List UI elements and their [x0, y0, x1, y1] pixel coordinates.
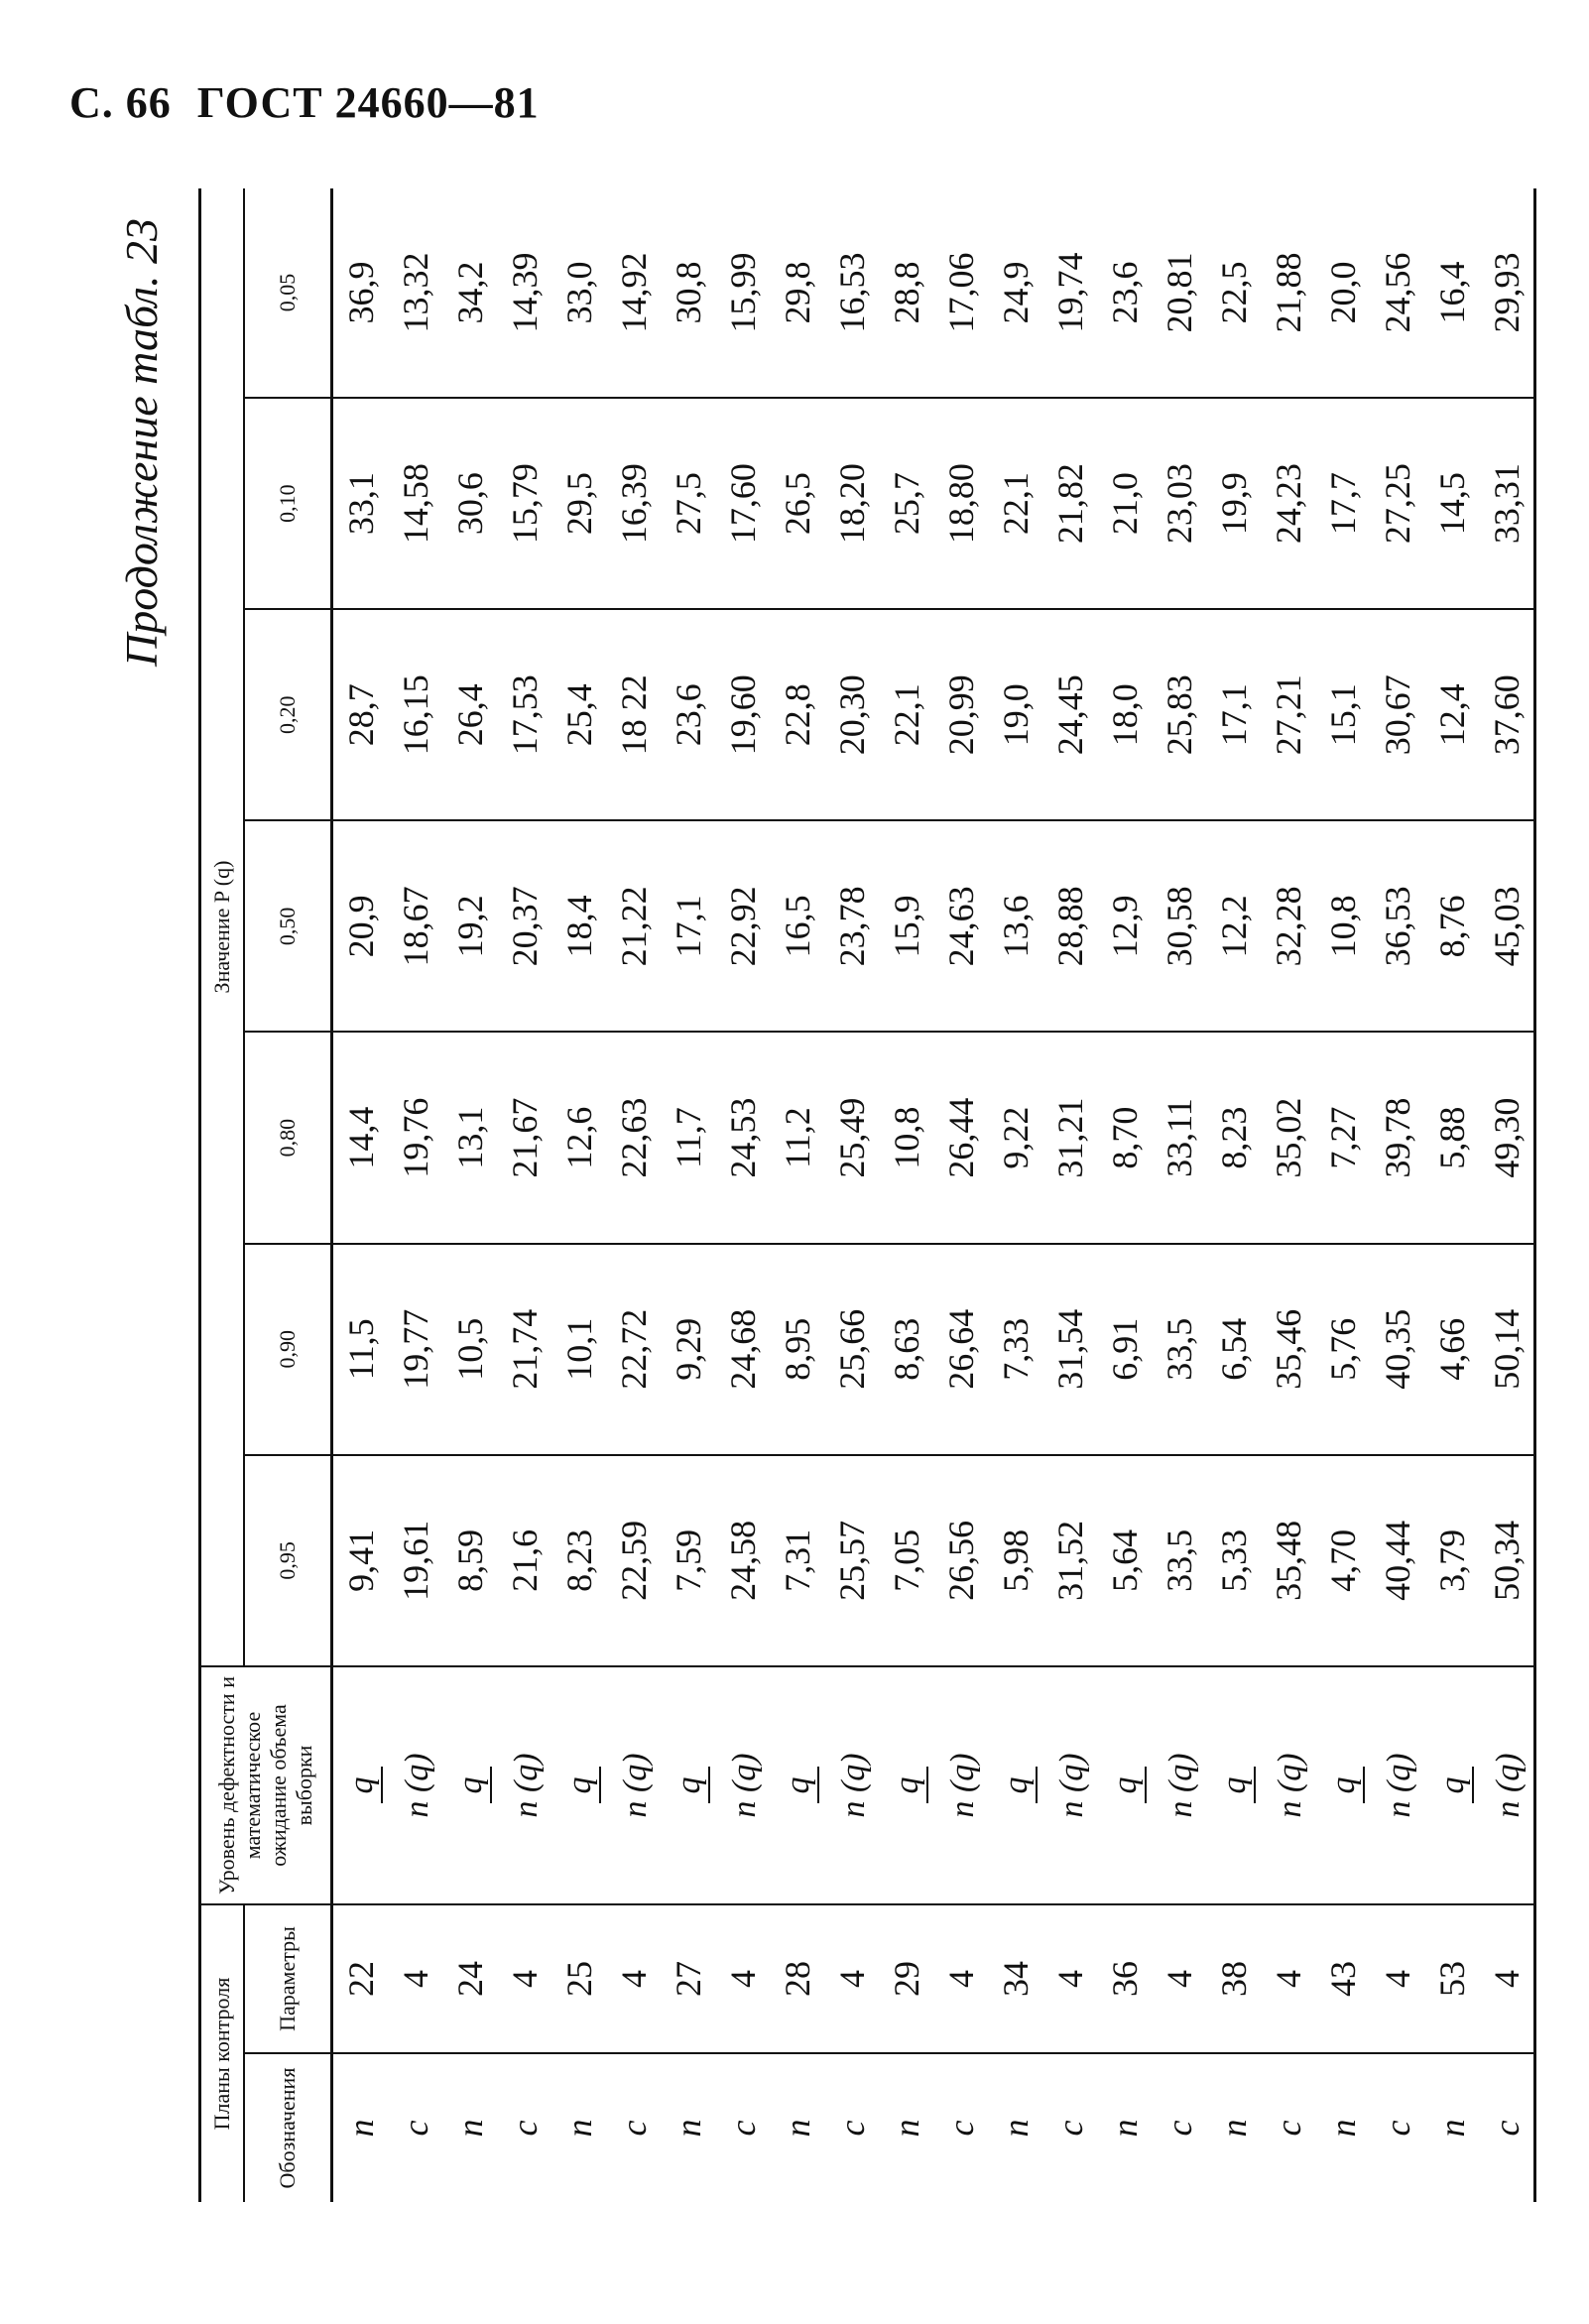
value-cell: 45,03 — [1479, 820, 1535, 1032]
value-cell: 8,23 — [1206, 1032, 1261, 1243]
value-cell: 22,1 — [988, 398, 1042, 609]
value-cell: 28,7 — [332, 609, 389, 820]
parameter-cell: 4 — [933, 1904, 988, 2053]
value-cell: 4,70 — [1315, 1455, 1370, 1666]
value-cell: 35,48 — [1261, 1455, 1315, 1666]
value-cell: 19,9 — [1206, 398, 1261, 609]
table-row — [551, 188, 606, 2202]
value-cell: 50,34 — [1479, 1455, 1535, 1666]
value-cell: 24,9 — [988, 188, 1042, 398]
parameter-cell: 36 — [1097, 1904, 1152, 2053]
designation-cell: c — [504, 2120, 545, 2137]
table-row — [1315, 188, 1370, 2202]
value-cell: 16,4 — [1424, 188, 1479, 398]
level-symbol: q — [1107, 1768, 1147, 1804]
value-cell: 26,56 — [933, 1455, 988, 1666]
value-cell: 19,60 — [715, 609, 770, 820]
value-cell: 14,5 — [1424, 398, 1479, 609]
value-cell: 25,4 — [551, 609, 606, 820]
value-cell: 33,5 — [1152, 1244, 1206, 1455]
level-cell — [661, 1666, 715, 1904]
level-symbol: q — [343, 1768, 383, 1804]
value-cell: 36,53 — [1370, 820, 1424, 1032]
parameter-cell: 4 — [1479, 1904, 1535, 2053]
value-cell: 26,4 — [442, 609, 497, 820]
value-cell: 22,72 — [606, 1244, 661, 1455]
value-cell: 12,4 — [1424, 609, 1479, 820]
parameter-cell: 4 — [497, 1904, 551, 2053]
value-cell: 40,35 — [1370, 1244, 1424, 1455]
table-row — [661, 188, 715, 2202]
designation-cell: c — [1159, 2120, 1199, 2137]
value-cell: 13,32 — [388, 188, 442, 398]
value-cell: 23,03 — [1152, 398, 1206, 609]
value-cell: 5,88 — [1424, 1032, 1479, 1243]
designation-cell: c — [831, 2120, 872, 2137]
value-cell: 8,59 — [442, 1455, 497, 1666]
value-cell: 33,0 — [551, 188, 606, 398]
level-cell — [442, 1666, 497, 1904]
value-cell: 18,67 — [388, 820, 442, 1032]
value-cell: 27,21 — [1261, 609, 1315, 820]
level-cell — [1097, 1666, 1152, 1904]
value-cell: 19,76 — [388, 1032, 442, 1243]
level-cell — [1479, 1666, 1535, 1904]
value-cell: 7,05 — [879, 1455, 933, 1666]
value-cell: 12,2 — [1206, 820, 1261, 1032]
value-cell: 40,44 — [1370, 1455, 1424, 1666]
value-cell: 30,8 — [661, 188, 715, 398]
level-symbol: n (q) — [943, 1753, 981, 1818]
value-cell: 25,49 — [824, 1032, 879, 1243]
designation-cell: n — [449, 2119, 490, 2138]
table-row — [1261, 188, 1315, 2202]
value-cell: 8,95 — [770, 1244, 824, 1455]
value-cell: 21,67 — [497, 1032, 551, 1243]
level-symbol: n (q) — [616, 1753, 654, 1818]
table-row — [824, 188, 879, 2202]
value-cell: 17,1 — [1206, 609, 1261, 820]
value-cell: 23,6 — [1097, 188, 1152, 398]
value-cell: 49,30 — [1479, 1032, 1535, 1243]
parameter-cell: 4 — [1152, 1904, 1206, 2053]
level-symbol: n (q) — [1052, 1753, 1090, 1818]
continuation-label: Продолжение табл. 23 — [116, 218, 167, 667]
level-symbol: q — [671, 1768, 710, 1804]
level-symbol: n (q) — [1271, 1753, 1308, 1818]
value-cell: 6,54 — [1206, 1244, 1261, 1455]
parameter-cell: 4 — [388, 1904, 442, 2053]
value-cell: 9,22 — [988, 1032, 1042, 1243]
p-header: 0,90 — [244, 1244, 332, 1455]
value-cell: 22,59 — [606, 1455, 661, 1666]
designation-cell: n — [1104, 2119, 1145, 2138]
value-cell: 13,6 — [988, 820, 1042, 1032]
value-cell: 16,5 — [770, 820, 824, 1032]
value-cell: 29,5 — [551, 398, 606, 609]
p-header: 0,50 — [244, 820, 332, 1032]
value-cell: 25,57 — [824, 1455, 879, 1666]
p-header: 0,05 — [244, 188, 332, 398]
value-cell: 21,82 — [1042, 398, 1097, 609]
value-cell: 15,99 — [715, 188, 770, 398]
value-cell: 18,4 — [551, 820, 606, 1032]
parameter-cell: 22 — [332, 1904, 389, 2053]
value-cell: 7,27 — [1315, 1032, 1370, 1243]
parameter-cell: 43 — [1315, 1904, 1370, 2053]
value-cell: 25,7 — [879, 398, 933, 609]
value-cell: 31,54 — [1042, 1244, 1097, 1455]
table-row — [1424, 188, 1479, 2202]
value-cell: 21,22 — [606, 820, 661, 1032]
value-cell: 24,56 — [1370, 188, 1424, 398]
value-cell: 17,53 — [497, 609, 551, 820]
value-cell: 9,41 — [332, 1455, 389, 1666]
value-cell: 5,76 — [1315, 1244, 1370, 1455]
level-cell — [770, 1666, 824, 1904]
table-row — [933, 188, 988, 2202]
level-cell — [1370, 1666, 1424, 1904]
value-cell: 33,1 — [332, 398, 389, 609]
value-cell: 10,8 — [879, 1032, 933, 1243]
level-symbol: q — [780, 1768, 819, 1804]
value-cell: 25,66 — [824, 1244, 879, 1455]
level-symbol: q — [452, 1768, 492, 1804]
level-symbol: q — [1216, 1768, 1256, 1804]
value-cell: 24,63 — [933, 820, 988, 1032]
level-cell — [1261, 1666, 1315, 1904]
value-cell: 12,9 — [1097, 820, 1152, 1032]
parameters-header: Параметры — [244, 1904, 332, 2053]
level-cell — [388, 1666, 442, 1904]
table-row — [715, 188, 770, 2202]
value-cell: 25,83 — [1152, 609, 1206, 820]
value-cell: 20,0 — [1315, 188, 1370, 398]
value-cell: 29,93 — [1479, 188, 1535, 398]
table-row — [770, 188, 824, 2202]
value-cell: 5,64 — [1097, 1455, 1152, 1666]
designation-cell: n — [1431, 2119, 1472, 2138]
parameter-cell: 4 — [1370, 1904, 1424, 2053]
parameter-cell: 24 — [442, 1904, 497, 2053]
designation-cell: c — [1479, 2053, 1535, 2202]
value-cell: 22,63 — [606, 1032, 661, 1243]
level-cell — [1206, 1666, 1261, 1904]
value-cell: 33,31 — [1479, 398, 1535, 609]
value-cell: 23,6 — [661, 609, 715, 820]
value-cell: 23,78 — [824, 820, 879, 1032]
value-cell: 15,9 — [879, 820, 933, 1032]
value-cell: 39,78 — [1370, 1032, 1424, 1243]
designation-cell: c — [940, 2120, 981, 2137]
value-cell: 20,9 — [332, 820, 389, 1032]
value-cell: 33,5 — [1152, 1455, 1206, 1666]
table-row — [879, 188, 933, 2202]
value-cell: 16,39 — [606, 398, 661, 609]
table-row — [1479, 188, 1535, 2202]
value-cell: 5,98 — [988, 1455, 1042, 1666]
value-cell: 15,1 — [1315, 609, 1370, 820]
designation-cell: c — [613, 2120, 654, 2137]
level-header: Уровень дефектности и математическое ожидание объема выборки — [200, 1666, 332, 1904]
value-cell: 18,0 — [1097, 609, 1152, 820]
value-cell: 17,7 — [1315, 398, 1370, 609]
value-cell: 13,1 — [442, 1032, 497, 1243]
table-row — [1097, 188, 1152, 2202]
level-symbol: n (q) — [1161, 1753, 1199, 1818]
value-cell: 36,9 — [332, 188, 389, 398]
parameter-cell: 4 — [1261, 1904, 1315, 2053]
value-cell: 21,0 — [1097, 398, 1152, 609]
designation-cell: n — [777, 2119, 817, 2138]
value-cell: 17,60 — [715, 398, 770, 609]
value-cell: 10,5 — [442, 1244, 497, 1455]
value-cell: 14,92 — [606, 188, 661, 398]
level-symbol: n (q) — [725, 1753, 763, 1818]
designation-cell: n — [668, 2119, 708, 2138]
value-cell: 22,5 — [1206, 188, 1261, 398]
table-row — [1206, 188, 1261, 2202]
value-cell: 7,33 — [988, 1244, 1042, 1455]
level-symbol: n (q) — [507, 1753, 545, 1818]
parameter-cell: 27 — [661, 1904, 715, 2053]
level-symbol: n (q) — [1489, 1753, 1527, 1818]
value-cell: 11,7 — [661, 1032, 715, 1243]
value-cell: 24,23 — [1261, 398, 1315, 609]
value-cell: 20,81 — [1152, 188, 1206, 398]
level-symbol: q — [998, 1768, 1038, 1804]
level-cell — [497, 1666, 551, 1904]
designation-cell: n — [995, 2119, 1036, 2138]
value-cell: 3,79 — [1424, 1455, 1479, 1666]
table-row — [1042, 188, 1097, 2202]
value-cell: 27,25 — [1370, 398, 1424, 609]
value-cell: 8,23 — [551, 1455, 606, 1666]
level-cell — [824, 1666, 879, 1904]
value-cell: 20,37 — [497, 820, 551, 1032]
level-symbol: n (q) — [1380, 1753, 1417, 1818]
level-cell — [1042, 1666, 1097, 1904]
p-header: 0,95 — [244, 1455, 332, 1666]
data-table — [198, 188, 1536, 2202]
designation-cell: c — [395, 2120, 435, 2137]
parameter-cell: 28 — [770, 1904, 824, 2053]
designation-cell: n — [558, 2119, 599, 2138]
value-cell: 8,63 — [879, 1244, 933, 1455]
level-symbol: q — [561, 1768, 601, 1804]
table-row — [497, 188, 551, 2202]
level-cell — [606, 1666, 661, 1904]
designation-header: Обозначения — [244, 2053, 332, 2202]
value-cell: 17,06 — [933, 188, 988, 398]
value-cell: 20,99 — [933, 609, 988, 820]
value-cell: 9,29 — [661, 1244, 715, 1455]
level-cell — [988, 1666, 1042, 1904]
table-row — [388, 188, 442, 2202]
value-cell: 12,6 — [551, 1032, 606, 1243]
value-cell: 31,52 — [1042, 1455, 1097, 1666]
group-values-header: Значение P (q) — [200, 188, 245, 1666]
value-cell: 21,6 — [497, 1455, 551, 1666]
value-cell: 18 22 — [606, 609, 661, 820]
value-cell: 14,58 — [388, 398, 442, 609]
level-cell — [715, 1666, 770, 1904]
value-cell: 31,21 — [1042, 1032, 1097, 1243]
table-row — [606, 188, 661, 2202]
value-cell: 26,5 — [770, 398, 824, 609]
parameter-cell: 4 — [715, 1904, 770, 2053]
level-cell — [1315, 1666, 1370, 1904]
value-cell: 19,0 — [988, 609, 1042, 820]
value-cell: 33,11 — [1152, 1032, 1206, 1243]
value-cell: 35,46 — [1261, 1244, 1315, 1455]
value-cell: 6,91 — [1097, 1244, 1152, 1455]
value-cell: 22,1 — [879, 609, 933, 820]
value-cell: 34,2 — [442, 188, 497, 398]
value-cell: 30,6 — [442, 398, 497, 609]
level-cell — [879, 1666, 933, 1904]
table-row — [1152, 188, 1206, 2202]
parameter-cell: 4 — [1042, 1904, 1097, 2053]
value-cell: 35,02 — [1261, 1032, 1315, 1243]
designation-cell: c — [1049, 2120, 1090, 2137]
standard-title: ГОСТ 24660—81 — [196, 78, 540, 127]
value-cell: 28,88 — [1042, 820, 1097, 1032]
value-cell: 24,68 — [715, 1244, 770, 1455]
level-cell — [1424, 1666, 1479, 1904]
value-cell: 30,67 — [1370, 609, 1424, 820]
parameter-cell: 4 — [606, 1904, 661, 2053]
level-cell — [1152, 1666, 1206, 1904]
value-cell: 16,15 — [388, 609, 442, 820]
value-cell: 26,64 — [933, 1244, 988, 1455]
value-cell: 37,60 — [1479, 609, 1535, 820]
value-cell: 16,53 — [824, 188, 879, 398]
p-header: 0,80 — [244, 1032, 332, 1243]
value-cell: 14,39 — [497, 188, 551, 398]
value-cell: 22,92 — [715, 820, 770, 1032]
table-row — [1370, 188, 1424, 2202]
p-header: 0,10 — [244, 398, 332, 609]
value-cell: 18,20 — [824, 398, 879, 609]
parameter-cell: 34 — [988, 1904, 1042, 2053]
level-symbol: q — [889, 1768, 928, 1804]
table-row — [442, 188, 497, 2202]
value-cell: 24,58 — [715, 1455, 770, 1666]
value-cell: 21,88 — [1261, 188, 1315, 398]
value-cell: 19,2 — [442, 820, 497, 1032]
group-plans-header: Планы контроля — [200, 1904, 245, 2202]
value-cell: 8,76 — [1424, 820, 1479, 1032]
parameter-cell: 25 — [551, 1904, 606, 2053]
page-header — [69, 77, 553, 128]
value-cell: 22,8 — [770, 609, 824, 820]
level-cell — [933, 1666, 988, 1904]
value-cell: 20,30 — [824, 609, 879, 820]
value-cell: 19,77 — [388, 1244, 442, 1455]
level-cell — [332, 1666, 389, 1904]
value-cell: 5,33 — [1206, 1455, 1261, 1666]
table-row — [988, 188, 1042, 2202]
table-row — [332, 188, 389, 2202]
level-cell — [551, 1666, 606, 1904]
designation-cell: c — [722, 2120, 763, 2137]
value-cell: 29,8 — [770, 188, 824, 398]
value-cell: 21,74 — [497, 1244, 551, 1455]
value-cell: 8,70 — [1097, 1032, 1152, 1243]
parameter-cell: 53 — [1424, 1904, 1479, 2053]
designation-cell: c — [1377, 2120, 1417, 2137]
value-cell: 10,8 — [1315, 820, 1370, 1032]
value-cell: 24,45 — [1042, 609, 1097, 820]
value-cell: 18,80 — [933, 398, 988, 609]
value-cell: 27,5 — [661, 398, 715, 609]
value-cell: 26,44 — [933, 1032, 988, 1243]
value-cell: 19,74 — [1042, 188, 1097, 398]
level-symbol: n (q) — [834, 1753, 872, 1818]
parameter-cell: 4 — [824, 1904, 879, 2053]
value-cell: 28,8 — [879, 188, 933, 398]
value-cell: 19,61 — [388, 1455, 442, 1666]
level-symbol: q — [1434, 1768, 1474, 1804]
value-cell: 50,14 — [1479, 1244, 1535, 1455]
parameter-cell: 38 — [1206, 1904, 1261, 2053]
value-cell: 30,58 — [1152, 820, 1206, 1032]
designation-cell: n — [1213, 2119, 1254, 2138]
value-cell: 10,1 — [551, 1244, 606, 1455]
designation-cell: n — [1322, 2119, 1363, 2138]
value-cell: 14,4 — [332, 1032, 389, 1243]
designation-cell: n — [886, 2119, 926, 2138]
rotated-table-container — [116, 188, 1527, 2202]
page-number: С. 66 — [69, 78, 172, 127]
parameter-cell: 29 — [879, 1904, 933, 2053]
value-cell: 7,31 — [770, 1455, 824, 1666]
value-cell: 11,2 — [770, 1032, 824, 1243]
p-header: 0,20 — [244, 609, 332, 820]
designation-cell: c — [1268, 2120, 1308, 2137]
value-cell: 32,28 — [1261, 820, 1315, 1032]
value-cell: 24,53 — [715, 1032, 770, 1243]
level-symbol: q — [1325, 1768, 1365, 1804]
value-cell: 4,66 — [1424, 1244, 1479, 1455]
value-cell: 17,1 — [661, 820, 715, 1032]
value-cell: 7,59 — [661, 1455, 715, 1666]
value-cell: 11,5 — [332, 1244, 389, 1455]
designation-cell: n — [340, 2119, 381, 2138]
value-cell: 15,79 — [497, 398, 551, 609]
level-symbol: n (q) — [398, 1753, 435, 1818]
